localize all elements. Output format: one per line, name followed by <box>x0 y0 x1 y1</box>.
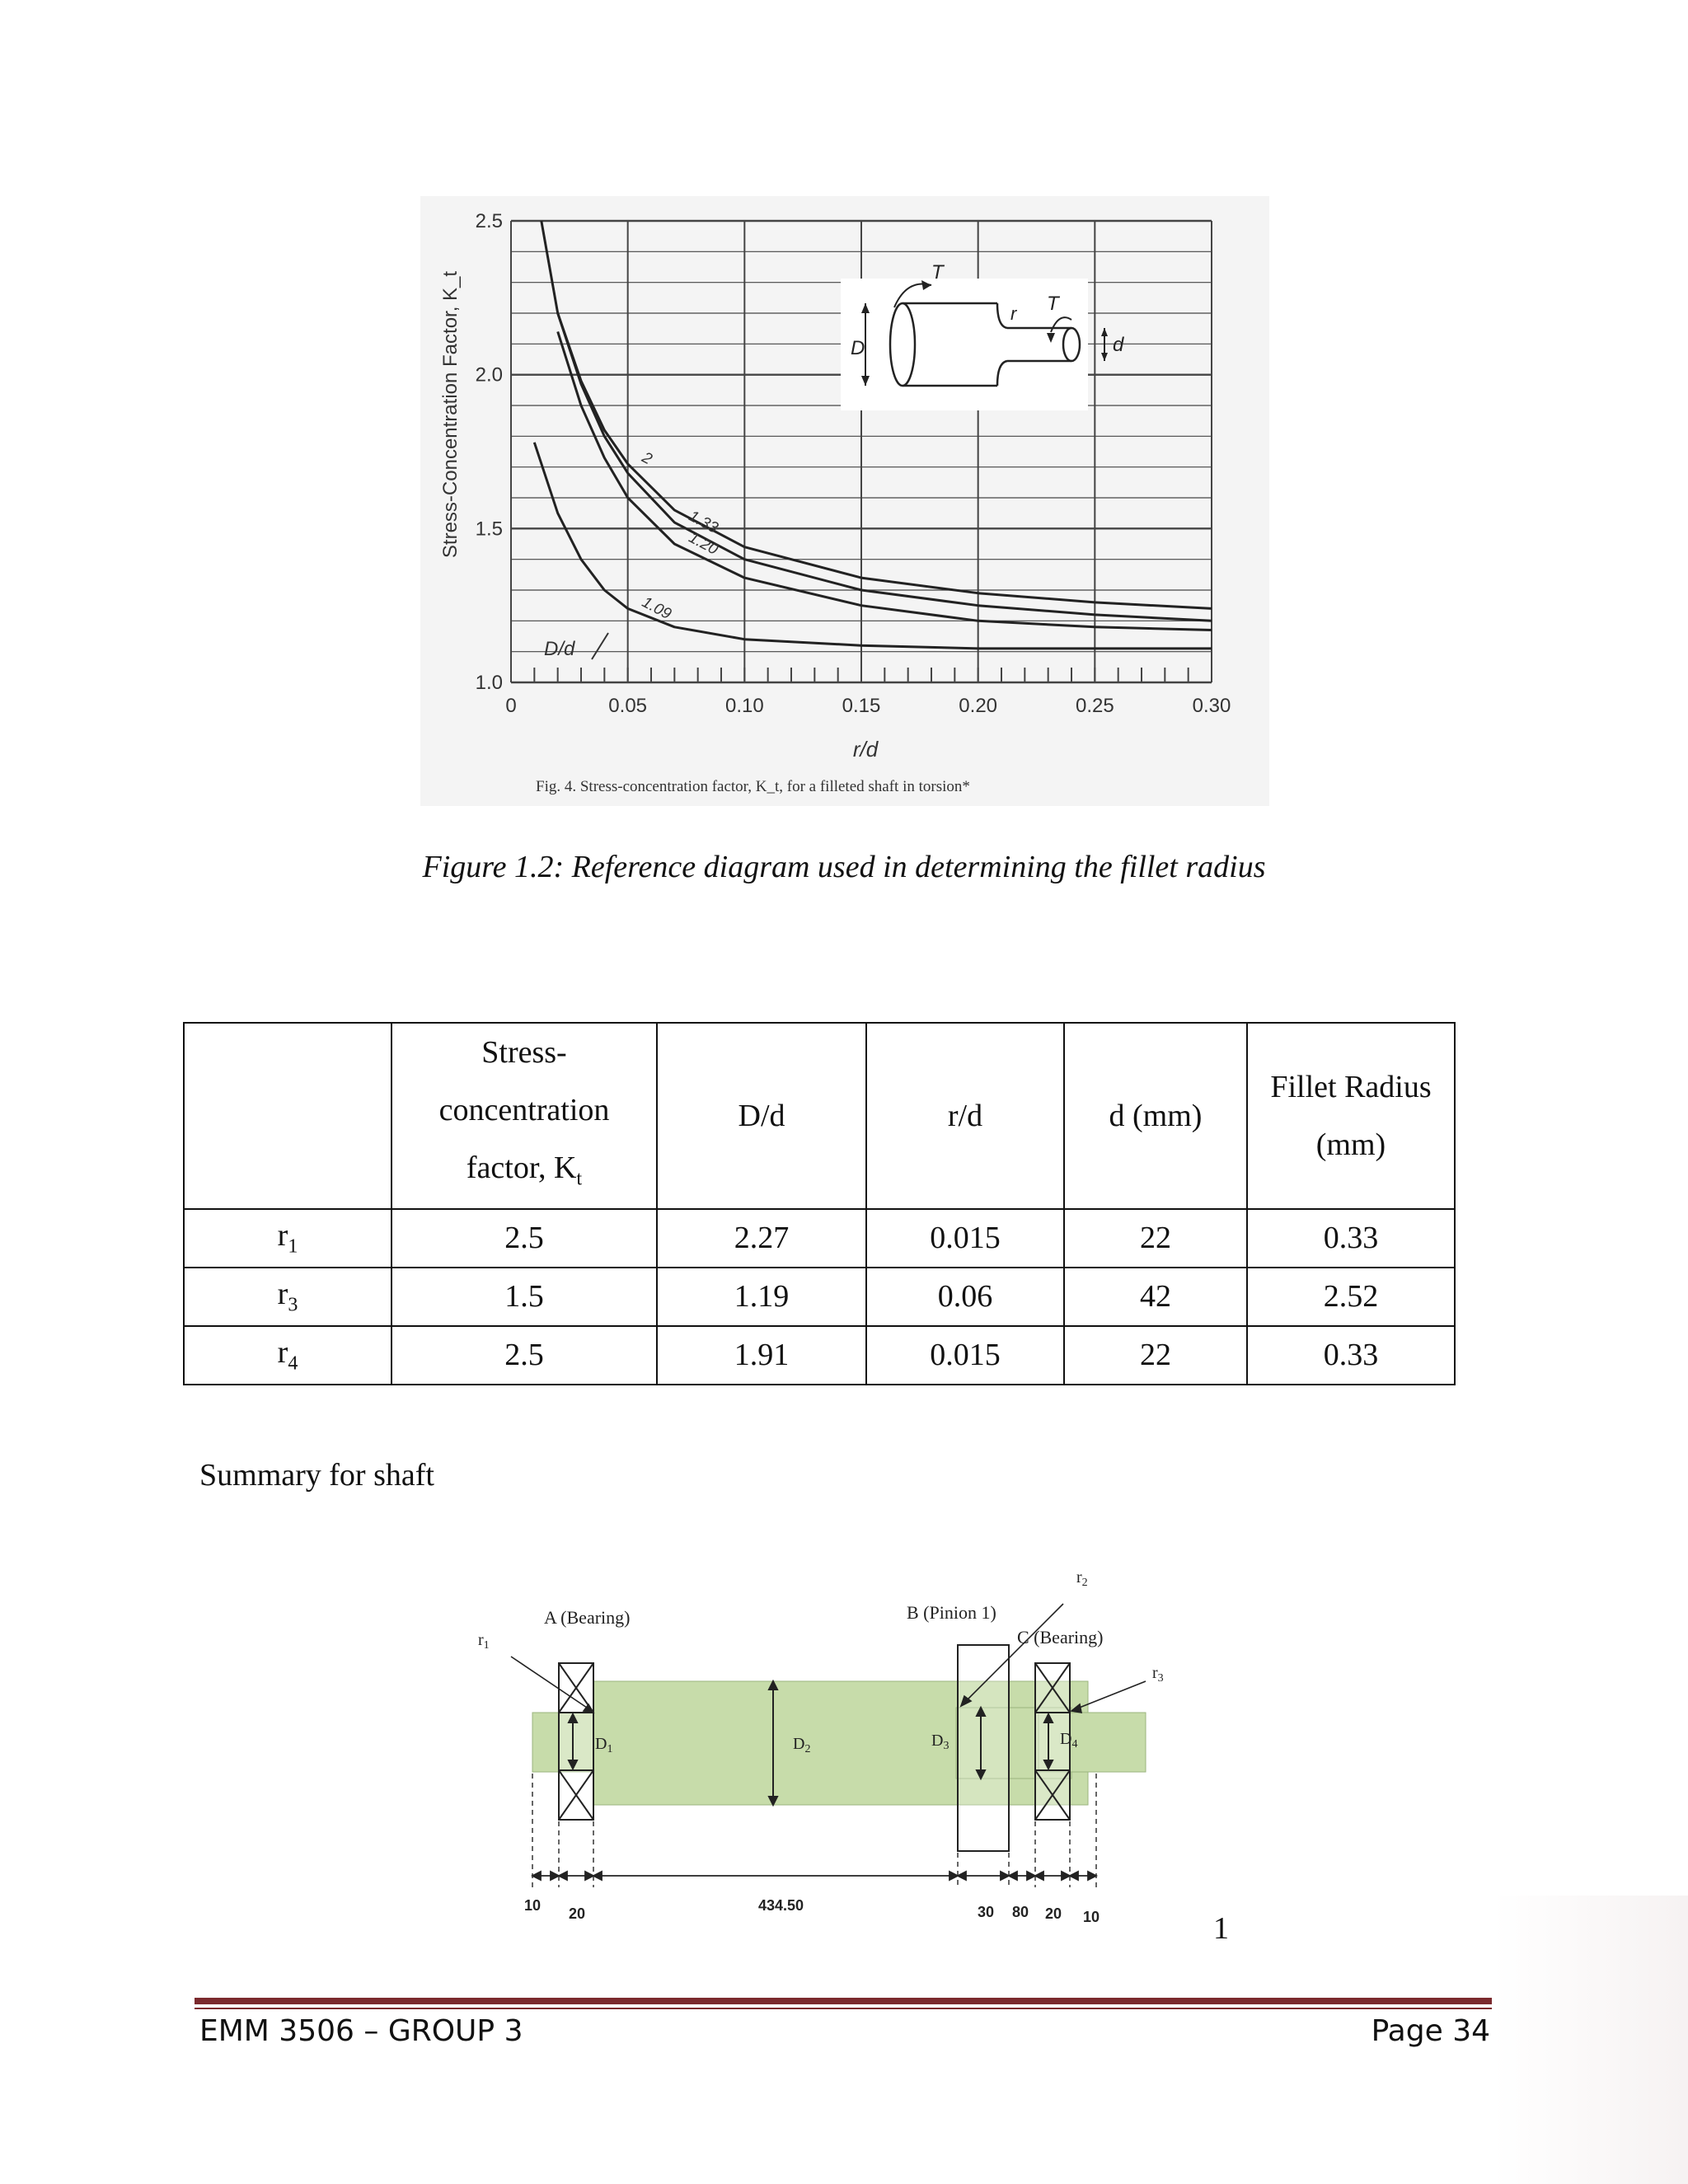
chart-d-over-d-label: D/d <box>544 638 575 660</box>
row-label: $r_4$ <box>184 1326 392 1385</box>
fillet-radius-table <box>183 1022 1456 1385</box>
cell-Dd: 1.19 <box>657 1268 866 1326</box>
dim-20-right: 20 <box>1045 1905 1062 1922</box>
header-Dd: D/d <box>657 1023 866 1209</box>
cell-d: 22 <box>1064 1209 1247 1268</box>
bearing-a <box>559 1663 593 1820</box>
x-tick-label: 0.10 <box>724 695 764 717</box>
header-kt: Stress- concentration factor, $K_t$ <box>392 1023 657 1209</box>
x-tick-label: 0.25 <box>1075 695 1114 717</box>
footer-rule <box>195 1998 1492 2004</box>
cell-fillet: 2.52 <box>1247 1268 1455 1326</box>
cell-fillet: 0.33 <box>1247 1209 1455 1268</box>
x-tick-label: 0.15 <box>842 695 881 717</box>
y-tick-label: 2.5 <box>475 210 503 232</box>
pinion-b <box>958 1645 1009 1851</box>
label-D4: $D_4$ <box>1060 1730 1078 1750</box>
chart-y-axis-label: Stress-Concentration Factor, K_t <box>439 270 462 559</box>
table-row <box>184 1209 1455 1268</box>
cell-d: 22 <box>1064 1326 1247 1385</box>
dim-10-right: 10 <box>1083 1909 1100 1925</box>
label-D2: $D_2$ <box>793 1735 811 1755</box>
label-D3: $D_3$ <box>931 1732 950 1752</box>
shaft-inset-diagram <box>841 261 1124 410</box>
x-tick-label: 0.30 <box>1192 695 1231 717</box>
footer-course: EMM 3506 – GROUP 3 <box>199 2014 523 2048</box>
header-rd: r/d <box>866 1023 1064 1209</box>
label-r2: $r_2$ <box>1076 1568 1088 1589</box>
cell-kt: 1.5 <box>392 1268 657 1326</box>
cell-rd: 0.06 <box>866 1268 1064 1326</box>
page-marker: 1 <box>1213 1911 1229 1946</box>
dim-434-50: 434.50 <box>758 1897 804 1914</box>
label-D1: $D_1$ <box>595 1735 613 1755</box>
dim-20-left: 20 <box>569 1905 586 1922</box>
header-d: d (mm) <box>1064 1023 1247 1209</box>
cell-Dd: 2.27 <box>657 1209 866 1268</box>
cell-rd: 0.015 <box>866 1209 1064 1268</box>
dim-30: 30 <box>978 1904 995 1920</box>
label-bearing-c: C (Bearing) <box>1017 1627 1104 1647</box>
label-bearing-a: A (Bearing) <box>544 1607 631 1628</box>
inset-label-D: D <box>851 337 865 359</box>
label-pinion-b: B (Pinion 1) <box>907 1602 996 1623</box>
header-fillet: Fillet Radius (mm) <box>1247 1023 1455 1209</box>
x-tick-label: 0.05 <box>608 695 648 717</box>
cell-kt: 2.5 <box>392 1209 657 1268</box>
row-label: $r_3$ <box>184 1268 392 1326</box>
curve-label: 2 <box>639 448 655 469</box>
dim-10-left: 10 <box>524 1897 542 1914</box>
inset-label-torque-right: T <box>1047 293 1059 315</box>
label-r3: $r_3$ <box>1152 1664 1164 1685</box>
figure-caption: Figure 1.2: Reference diagram used in determining the fillet radius <box>422 850 1266 884</box>
cell-rd: 0.015 <box>866 1326 1064 1385</box>
x-tick-label: 0.20 <box>959 695 998 717</box>
footer-rule-thin <box>195 2008 1492 2009</box>
cell-d: 42 <box>1064 1268 1247 1326</box>
inset-label-r: r <box>1010 303 1017 324</box>
inset-label-d: d <box>1113 334 1124 356</box>
y-tick-label: 2.0 <box>475 363 503 387</box>
inset-label-torque-left: T <box>931 261 944 284</box>
footer-page-number: Page 34 <box>1371 2014 1490 2048</box>
curve-label: 1.20 <box>685 528 721 559</box>
summary-heading: Summary for shaft <box>199 1458 434 1493</box>
cell-Dd: 1.91 <box>657 1326 866 1385</box>
curve-label: 1.33 <box>685 507 721 537</box>
header-empty <box>184 1023 392 1209</box>
cell-kt: 2.5 <box>392 1326 657 1385</box>
stress-concentration-chart <box>420 196 1269 806</box>
shaft-summary-diagram <box>462 1558 1203 1937</box>
scan-shadow <box>1493 1896 1688 2184</box>
label-r1: $r_1$ <box>478 1631 490 1652</box>
chart-figure-caption: Fig. 4. Stress-concentration factor, K_t, for a filleted shaft in torsion* <box>536 778 970 795</box>
table-row <box>184 1268 1455 1326</box>
curve-label: 1.09 <box>639 593 674 624</box>
x-tick-label: 0 <box>505 695 517 717</box>
row-label: $r_1$ <box>184 1209 392 1268</box>
y-tick-label: 1.0 <box>475 672 503 694</box>
chart-x-axis-label: r/d <box>852 737 879 762</box>
dim-80: 80 <box>1012 1904 1029 1920</box>
cell-fillet: 0.33 <box>1247 1326 1455 1385</box>
table-row <box>184 1326 1455 1385</box>
y-tick-label: 1.5 <box>475 518 503 541</box>
